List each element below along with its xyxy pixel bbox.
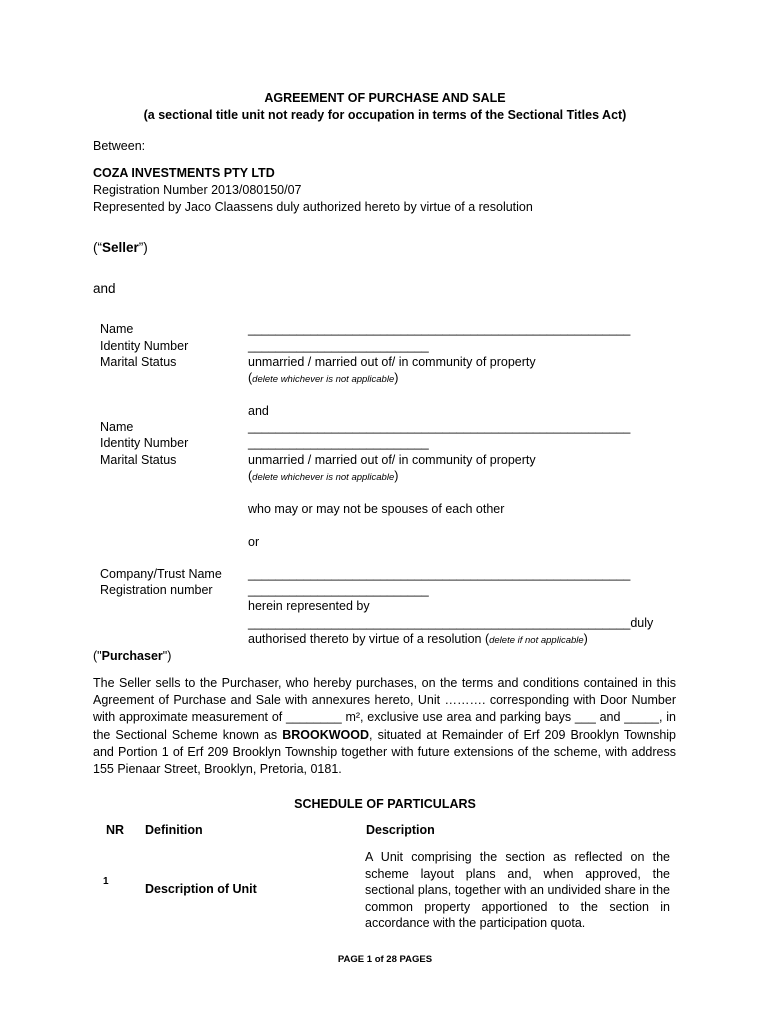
scheme-name: BROOKWOOD (282, 727, 370, 742)
column-description: Description (366, 823, 435, 837)
purchaser2-delete-note (248, 468, 398, 486)
sale-paragraph (93, 675, 676, 778)
purchaser2-id-line: __________________________ (248, 436, 429, 450)
purchaser1-id-label: Identity Number (100, 339, 189, 353)
purchaser-label (93, 648, 171, 664)
purchaser2-note-text: delete whichever is not applicable (252, 472, 395, 483)
purchaser-label-open: (" (93, 649, 102, 663)
purchaser1-name-label: Name (100, 322, 134, 336)
purchaser1-name-line: _______________________________________________________ (248, 322, 631, 336)
company-note-text: delete if not applicable (489, 635, 584, 646)
between-label: Between: (93, 139, 146, 153)
schedule-row-definition: Description of Unit (145, 882, 257, 896)
spouses-note: who may or may not be spouses of each other (248, 502, 505, 516)
column-nr: NR (106, 823, 125, 837)
purchaser1-marital-value: unmarried / married out of/ in community of property (248, 355, 536, 369)
and-connector-2: and (248, 404, 269, 418)
seller-label-text: Seller (102, 240, 139, 255)
seller-label (93, 240, 148, 256)
company-represented: herein represented by (248, 599, 370, 613)
purchaser2-note-open: ( (248, 469, 253, 483)
sale-paragraph-part1: The Seller sells to the Purchaser, who hereby purchases, on the terms and conditions contained in this Agreement of Purchase and Sale with annexures hereto, Unit ………. corresponding with Door Number with approximate measurement of ________ m², exclusive use area and parking bays ___ and _____, in the Sectional Scheme known as (93, 676, 676, 742)
document-title: AGREEMENT OF PURCHASE AND SALE (264, 91, 506, 105)
seller-registration: Registration Number 2013/080150/07 (93, 183, 302, 197)
purchaser1-delete-note (248, 370, 398, 388)
sale-paragraph-part2: , situated at Remainder of Erf 209 Brooklyn Township and Portion 1 of Erf 209 Brooklyn Township together with future extensions of the scheme, with address 155 Pienaar Street, Brooklyn, Pretoria, 0181. (93, 727, 677, 777)
purchaser2-marital-label: Marital Status (100, 453, 177, 467)
company-name-line: _______________________________________________________ (248, 567, 631, 581)
or-connector: or (248, 535, 260, 549)
company-reg-line: __________________________ (248, 583, 429, 597)
purchaser-label-close: ") (162, 649, 172, 663)
purchaser2-name-label: Name (100, 420, 134, 434)
purchaser1-note-text: delete whichever is not applicable (252, 374, 395, 385)
purchaser1-note-close: ) (394, 371, 399, 385)
company-authorised-text: authorised thereto by virtue of a resolution ( (248, 632, 490, 646)
page-footer: PAGE 1 of 28 PAGES (337, 954, 433, 965)
schedule-title: SCHEDULE OF PARTICULARS (294, 797, 476, 811)
company-rep-line: _______________________________________________________duly (248, 616, 654, 630)
schedule-row-nr: 1 (103, 876, 109, 887)
column-definition: Definition (145, 823, 203, 837)
company-authorised (248, 631, 588, 649)
company-note-close: ) (583, 632, 588, 646)
seller-label-close: ”) (138, 240, 148, 255)
seller-company-name: COZA INVESTMENTS PTY LTD (93, 166, 275, 180)
purchaser2-note-close: ) (394, 469, 399, 483)
seller-represented: Represented by Jaco Claassens duly authorized hereto by virtue of a resolution (93, 200, 533, 214)
and-connector: and (93, 281, 116, 296)
schedule-row-description: A Unit comprising the section as reflected on the scheme layout plans and, when approved, the sectional plans, together with an undivided share in the common property apportioned to the section in accordance with the participation quota. (365, 850, 670, 930)
company-name-label: Company/Trust Name (100, 567, 222, 581)
purchaser2-marital-value: unmarried / married out of/ in community of property (248, 453, 536, 467)
purchaser2-id-label: Identity Number (100, 436, 189, 450)
purchaser1-marital-label: Marital Status (100, 355, 177, 369)
purchaser1-note-open: ( (248, 371, 253, 385)
purchaser-label-text: Purchaser (101, 649, 163, 663)
company-reg-label: Registration number (100, 583, 213, 597)
purchaser2-name-line: _______________________________________________________ (248, 420, 631, 434)
purchaser1-id-line: __________________________ (248, 339, 429, 353)
document-subtitle: (a sectional title unit not ready for occupation in terms of the Sectional Titles Act) (143, 108, 627, 122)
seller-label-open: (“ (93, 240, 102, 255)
